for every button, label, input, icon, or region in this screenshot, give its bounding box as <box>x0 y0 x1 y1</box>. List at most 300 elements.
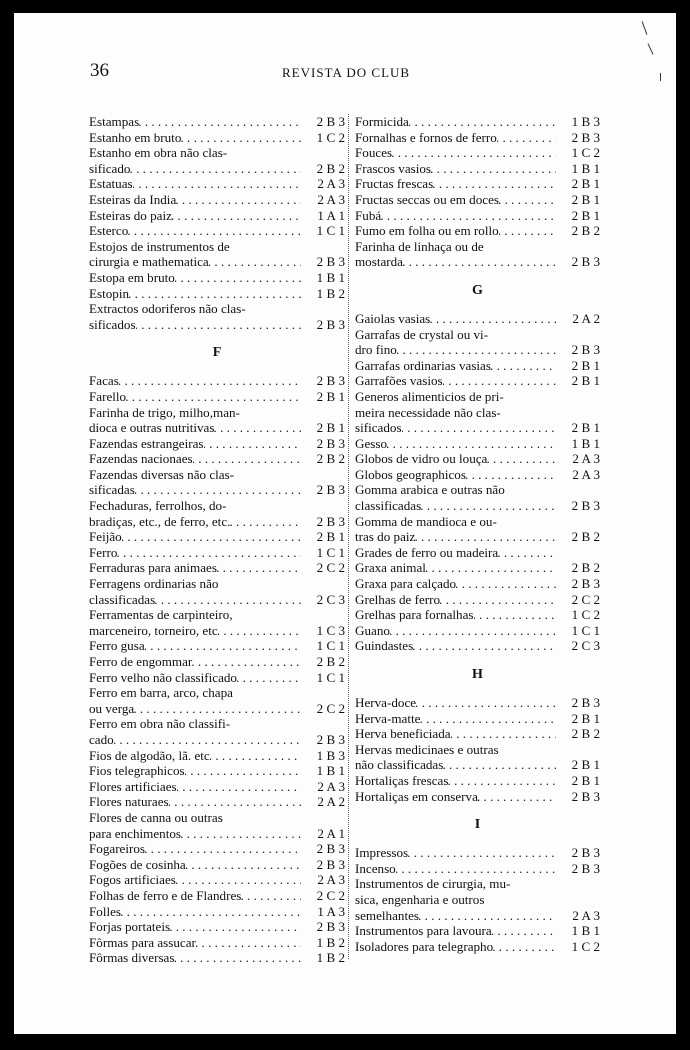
entry-text-line: classificadas <box>89 591 156 607</box>
page <box>14 13 676 1034</box>
tariff-code: 2 A 2 <box>317 794 345 810</box>
entry-description <box>355 607 556 623</box>
entry-text-line: Ferro gusa <box>89 638 145 654</box>
scan-mark <box>660 73 661 81</box>
right-column <box>355 114 600 954</box>
entry-text-line: cado <box>89 731 114 747</box>
dot-leader <box>448 773 556 789</box>
tariff-code: 1 C 2 <box>316 129 345 145</box>
entry-text-line: Estampas <box>89 114 140 129</box>
tariff-code: 2 B 1 <box>316 388 345 404</box>
entry-text-line: Hortaliças frescas <box>355 772 449 788</box>
entry-description <box>89 748 301 764</box>
entry-text-line: Grelhas de ferro <box>355 591 441 607</box>
tariff-code: 2 A 2 <box>572 310 600 326</box>
index-entry-fechaduras-ferrolhos-do <box>89 498 345 529</box>
dot-leader <box>421 498 556 514</box>
entry-text-line: Forjas portateis <box>89 919 171 935</box>
entry-text-line: sica, engenharia e outros <box>355 891 485 907</box>
entry-description <box>355 876 556 923</box>
dot-leader <box>466 467 556 483</box>
entry-description <box>355 789 556 805</box>
tariff-code: 2 C 2 <box>316 560 345 576</box>
entry-text-line: Gaiolas vasias <box>355 310 431 326</box>
entry-description <box>355 861 556 877</box>
index-entry-fornalhas-e-fornos-de-ferro <box>355 130 600 146</box>
dot-leader <box>177 779 301 795</box>
entry-text-line: Ferro de engommar <box>89 654 193 669</box>
index-entry-fuba <box>355 208 600 224</box>
entry-text-line: sificadas <box>89 482 135 498</box>
entry-text-line: Farinha de linhaça ou de <box>355 238 484 254</box>
index-entry-estanho-em-obra-nao-clas <box>89 145 345 176</box>
tariff-code: 2 B 3 <box>571 860 600 876</box>
dot-leader <box>174 950 301 966</box>
entry-description <box>89 373 301 389</box>
index-entry-esteiras-da-india <box>89 192 345 208</box>
dot-leader <box>456 576 556 592</box>
entry-description <box>89 935 301 951</box>
tariff-code: 1 B 1 <box>571 160 600 176</box>
entry-description <box>89 301 301 332</box>
entry-description <box>89 794 301 810</box>
entry-text-line: Fructas seccas ou em doces <box>355 191 499 207</box>
entry-description <box>89 779 301 795</box>
dot-leader <box>134 701 301 717</box>
tariff-code: 1 C 1 <box>316 223 345 239</box>
dot-leader <box>170 919 301 935</box>
entry-text-line: Formicida <box>355 114 409 129</box>
index-entry-formicida <box>355 114 600 130</box>
entry-text-line: Graxa para calçado <box>355 576 457 592</box>
index-entry-flores-de-canna-ou-outras <box>89 810 345 841</box>
dot-leader <box>451 726 556 742</box>
entry-description <box>89 950 301 966</box>
index-entry-estampas <box>89 114 345 130</box>
entry-text-line: Flores naturaes <box>89 794 169 810</box>
dot-leader <box>145 638 301 654</box>
tariff-code: 2 B 3 <box>571 845 600 861</box>
entry-description <box>89 436 301 452</box>
index-entry-hortalicas-em-conserva <box>355 789 600 805</box>
dot-leader <box>133 176 301 192</box>
dot-leader <box>415 529 556 545</box>
tariff-code: 2 A 3 <box>572 907 600 923</box>
entry-text-line: marceneiro, torneiro, etc <box>89 622 218 638</box>
dot-leader <box>126 389 301 405</box>
entry-text-line: Impressos <box>355 845 409 861</box>
entry-text-line: Grades de ferro ou madeira <box>355 544 499 560</box>
index-entry-fazendas-estrangeiras <box>89 436 345 452</box>
index-entry-globos-de-vidro-ou-louca <box>355 451 600 467</box>
entry-description <box>355 358 556 374</box>
dot-leader <box>443 373 556 389</box>
index-entry-ferro-em-barra-arco-chapa <box>89 685 345 716</box>
tariff-code: 2 B 3 <box>316 841 345 857</box>
index-entry-garrafas-ordinarias-vasias <box>355 358 600 374</box>
index-entry-ferragens-ordinarias-nao <box>89 576 345 607</box>
index-entry-forjas-portateis <box>89 919 345 935</box>
entry-text-line: Estatuas <box>89 176 133 192</box>
tariff-code: 2 A 3 <box>317 176 345 192</box>
entry-text-line: Gomma arabica e outras não <box>355 482 505 498</box>
left-column <box>89 114 345 966</box>
entry-text-line: Fios de algodão, lã. etc <box>89 747 210 763</box>
index-entry-estojos-de-instrumentos-de <box>89 239 345 270</box>
tariff-code: 1 B 2 <box>316 285 345 301</box>
tariff-code: 2 B 3 <box>571 342 600 358</box>
entry-description <box>89 919 301 935</box>
entry-description <box>89 904 301 920</box>
index-entry-frascos-vasios <box>355 161 600 177</box>
index-entry-gomma-arabica-e-outras-nao <box>355 482 600 513</box>
tariff-code: 2 B 2 <box>316 451 345 467</box>
dot-leader <box>392 145 556 161</box>
entry-description <box>89 223 301 239</box>
entry-text-line: classificadas <box>355 498 422 514</box>
entry-text-line: Guindastes <box>355 638 414 654</box>
entry-text-line: Garrafas ordinarias vasias <box>355 357 491 373</box>
dot-leader <box>237 670 301 686</box>
tariff-code: 2 C 2 <box>316 887 345 903</box>
dot-leader <box>443 757 556 773</box>
entry-description <box>355 208 556 224</box>
entry-description <box>355 623 556 639</box>
entry-description <box>89 857 301 873</box>
index-entry-estopa-em-bruto <box>89 270 345 286</box>
index-entry-herva-beneficiada <box>355 726 600 742</box>
entry-text-line: Garrafas de crystal ou vi- <box>355 326 489 342</box>
index-entry-grelhas-de-ferro <box>355 592 600 608</box>
entry-text-line: sificado <box>89 160 131 176</box>
index-entry-grelhas-para-fornalhas <box>355 607 600 623</box>
entry-text-line: Fogões de cosinha <box>89 856 186 872</box>
entry-description <box>89 130 301 146</box>
entry-description <box>89 576 301 607</box>
tariff-code: 1 B 1 <box>571 923 600 939</box>
entry-text-line: Herva beneficiada <box>355 726 451 742</box>
tariff-code: 2 B 3 <box>316 919 345 935</box>
index-entry-fumo-em-folha-ou-em-rollo <box>355 223 600 239</box>
entry-text-line: Herva-matte <box>355 710 421 726</box>
tariff-code: 1 B 1 <box>571 435 600 451</box>
entry-text-line: bradiças, etc., de ferro, etc. <box>89 513 231 529</box>
index-entry-folhas-de-ferro-e-de-flandres <box>89 888 345 904</box>
tariff-code: 1 B 2 <box>316 950 345 966</box>
index-entry-fructas-seccas-ou-em-doces <box>355 192 600 208</box>
entry-text-line: Hortaliças em conserva <box>355 788 478 804</box>
dot-leader <box>478 789 556 805</box>
tariff-code: 2 A 3 <box>317 872 345 888</box>
dot-leader <box>416 695 556 711</box>
entry-text-line: mostarda <box>355 254 403 270</box>
index-entry-facas <box>89 373 345 389</box>
index-entry-flores-artificiaes <box>89 779 345 795</box>
tariff-code: 2 B 2 <box>571 529 600 545</box>
dot-leader <box>214 420 301 436</box>
tariff-code: 2 B 2 <box>316 654 345 669</box>
dot-leader <box>139 114 301 130</box>
entry-text-line: Graxa animal <box>355 560 426 576</box>
entry-text-line: meira necessidade não clas- <box>355 404 501 420</box>
entry-description <box>355 592 556 608</box>
dot-leader <box>403 254 556 270</box>
entry-text-line: Folhas de ferro e de Flandres <box>89 887 242 903</box>
dot-leader <box>135 482 301 498</box>
entry-text-line: sificados <box>355 420 402 436</box>
index-entry-guindastes <box>355 638 600 654</box>
index-entry-impressos <box>355 845 600 861</box>
dot-leader <box>121 904 301 920</box>
dot-leader <box>204 436 301 452</box>
entry-text-line: Garrafões vasios <box>355 373 443 389</box>
tariff-code: 2 A 3 <box>572 466 600 482</box>
entry-text-line: Ferraduras para animaes <box>89 560 217 576</box>
tariff-code: 1 B 3 <box>316 747 345 763</box>
tariff-code: 2 B 1 <box>316 529 345 545</box>
entry-text-line: Frascos vasios <box>355 160 432 176</box>
entry-text-line: Fazendas nacionaes <box>89 451 193 467</box>
entry-description <box>89 810 301 841</box>
tariff-code: 2 B 1 <box>571 772 600 788</box>
entry-description <box>355 560 556 576</box>
dot-leader <box>491 358 556 374</box>
tariff-code: 1 C 2 <box>571 145 600 161</box>
index-entry-globos-geographicos <box>355 467 600 483</box>
index-entry-esteiras-do-paiz <box>89 208 345 224</box>
entry-text-line: Folles <box>89 903 122 919</box>
entry-text-line: Flores de canna ou outras <box>89 809 223 825</box>
entry-text-line: sificados <box>89 316 136 332</box>
entry-description <box>89 145 301 176</box>
dot-leader <box>186 857 301 873</box>
entry-description <box>355 436 556 452</box>
dot-leader <box>498 545 556 561</box>
entry-text-line: Guano <box>355 622 390 638</box>
index-entry-garrafas-de-crystal-ou-vi <box>355 327 600 358</box>
dot-leader <box>136 317 301 333</box>
dot-leader <box>175 270 301 286</box>
entry-text-line: ou verga <box>89 700 135 716</box>
index-entry-generos-alimenticios-de-pri <box>355 389 600 436</box>
entry-description <box>89 560 301 576</box>
entry-text-line: Flores artificiaes <box>89 778 177 794</box>
dot-leader <box>196 935 301 951</box>
entry-description <box>89 208 301 224</box>
tariff-code: 2 B 1 <box>571 176 600 192</box>
entry-description <box>355 223 556 239</box>
entry-description <box>355 514 556 545</box>
tariff-code: 2 B 3 <box>571 498 600 514</box>
index-entry-grades-de-ferro-ou-madeira <box>355 545 600 561</box>
entry-text-line: Hervas medicinaes e outras <box>355 741 499 757</box>
section-letter-h: H <box>472 667 483 682</box>
tariff-code: 2 B 2 <box>571 223 600 239</box>
dot-leader <box>181 130 301 146</box>
tariff-code: 2 B 3 <box>316 316 345 332</box>
tariff-code: 2 B 3 <box>316 114 345 129</box>
entry-text-line: Farello <box>89 388 127 404</box>
index-entry-esterco <box>89 223 345 239</box>
dot-leader <box>430 311 556 327</box>
entry-description <box>355 638 556 654</box>
tariff-code: 1 C 3 <box>316 622 345 638</box>
entry-text-line: Generos alimenticios de pri- <box>355 388 504 404</box>
tariff-code: 2 C 3 <box>571 638 600 654</box>
entry-text-line: Fios telegraphicos <box>89 763 185 779</box>
entry-text-line: Ferragens ordinarias não <box>89 576 219 592</box>
entry-description <box>355 145 556 161</box>
entry-text-line: Estopin <box>89 285 130 301</box>
entry-text-line: dioca e outras nutritivas <box>89 420 215 436</box>
index-entry-fazendas-diversas-nao-clas <box>89 467 345 498</box>
index-entry-gesso <box>355 436 600 452</box>
dot-leader <box>185 763 301 779</box>
entry-text-line: Fôrmas diversas <box>89 950 175 966</box>
entry-description <box>89 545 301 561</box>
entry-description <box>355 239 556 270</box>
entry-text-line: Isoladores para telegrapho <box>355 938 494 954</box>
index-entry-gomma-de-mandioca-e-ou <box>355 514 600 545</box>
entry-description <box>355 695 556 711</box>
entry-description <box>89 451 301 467</box>
index-entry-formas-para-assucar <box>89 935 345 951</box>
entry-text-line: Fubá <box>355 207 382 223</box>
tariff-code: 2 B 3 <box>316 731 345 747</box>
entry-text-line: não classificadas <box>355 757 444 773</box>
entry-description <box>355 545 556 561</box>
tariff-code: 2 B 3 <box>316 254 345 270</box>
entry-description <box>355 192 556 208</box>
dot-leader <box>155 592 301 608</box>
dot-leader <box>420 711 556 727</box>
index-entry-estanho-em-bruto <box>89 130 345 146</box>
entry-text-line: Fogareiros <box>89 841 146 857</box>
entry-text-line: Ferramentas de carpinteiro, <box>89 607 233 623</box>
index-entry-farinha-de-trigo-milho-man <box>89 405 345 436</box>
entry-description <box>355 467 556 483</box>
section-letter-g: G <box>472 282 483 298</box>
entry-text-line: Grelhas para fornalhas <box>355 607 474 623</box>
dot-leader <box>129 286 301 302</box>
dot-leader <box>130 161 301 177</box>
dot-leader <box>402 420 556 436</box>
entry-text-line: Fornalhas e fornos de ferro <box>355 129 497 145</box>
entry-description <box>355 726 556 742</box>
dot-leader <box>230 514 301 530</box>
entry-text-line: Esteiras da India <box>89 191 177 207</box>
scan-mark <box>642 21 648 34</box>
tariff-code: 1 B 3 <box>571 114 600 129</box>
index-entry-ferro-gusa <box>89 638 345 654</box>
scan-mark <box>648 43 654 54</box>
tariff-code: 2 A 1 <box>317 825 345 841</box>
entry-text-line: Fazendas estrangeiras <box>89 435 204 451</box>
entry-description <box>355 711 556 727</box>
entry-description <box>89 685 301 716</box>
dot-leader <box>193 451 301 467</box>
index-entry-fogareiros <box>89 841 345 857</box>
entry-text-line: Ferro <box>89 544 118 560</box>
dot-leader <box>181 826 301 842</box>
dot-leader <box>493 939 556 955</box>
entry-text-line: Instrumentos de cirurgia, mu- <box>355 876 511 892</box>
dot-leader <box>387 436 556 452</box>
index-entry-feijao <box>89 529 345 545</box>
tariff-code: 1 C 2 <box>571 938 600 954</box>
tariff-code: 2 A 3 <box>317 191 345 207</box>
dot-leader <box>440 592 556 608</box>
dot-leader <box>426 560 556 576</box>
index-entry-extractos-odoriferos-nao-clas <box>89 301 345 332</box>
section-letter-i: I <box>474 817 481 833</box>
index-entry-fios-de-algodao-la-etc <box>89 748 345 764</box>
index-entry-fructas-frescas <box>355 176 600 192</box>
entry-description <box>89 114 301 130</box>
index-entry-flores-naturaes <box>89 794 345 810</box>
entry-description <box>355 576 556 592</box>
index-entry-instrumentos-para-lavoura <box>355 923 600 939</box>
index-entry-garrafoes-vasios <box>355 373 600 389</box>
entry-description <box>355 451 556 467</box>
entry-description <box>355 161 556 177</box>
dot-leader <box>390 623 556 639</box>
dot-leader <box>419 908 556 924</box>
entry-text-line: Estanho em obra não clas- <box>89 145 228 161</box>
entry-description <box>355 176 556 192</box>
entry-description <box>89 670 301 686</box>
entry-description <box>355 114 556 130</box>
tariff-code: 2 B 3 <box>316 513 345 529</box>
entry-description <box>355 845 556 861</box>
tariff-code: 2 B 1 <box>571 357 600 373</box>
entry-description <box>89 841 301 857</box>
entry-description <box>355 742 556 773</box>
tariff-code: 2 B 2 <box>316 160 345 176</box>
dot-leader <box>499 223 556 239</box>
dot-leader <box>499 192 556 208</box>
dot-leader <box>210 748 301 764</box>
entry-description <box>89 654 301 670</box>
tariff-code: 2 B 3 <box>571 788 600 804</box>
tariff-code: 2 B 1 <box>571 420 600 436</box>
entry-text-line: cirurgia e mathematica <box>89 254 209 270</box>
dot-leader <box>431 161 556 177</box>
entry-description <box>89 192 301 208</box>
dot-leader <box>128 223 301 239</box>
entry-text-line: Fumo em folha ou em rollo <box>355 223 499 239</box>
index-entry-ferro-em-obra-nao-classifi <box>89 716 345 747</box>
entry-description <box>355 923 556 939</box>
tariff-code: 2 C 3 <box>316 591 345 607</box>
index-entry-fazendas-nacionaes <box>89 451 345 467</box>
column-divider <box>348 114 350 959</box>
dot-leader <box>218 623 301 639</box>
index-entry-hortalicas-frescas <box>355 773 600 789</box>
entry-description <box>355 373 556 389</box>
dot-leader <box>487 451 556 467</box>
dot-leader <box>176 192 301 208</box>
entry-text-line: Extractos odoriferos não clas- <box>89 301 246 317</box>
entry-text-line: Fazendas diversas não clas- <box>89 466 235 482</box>
tariff-code: 2 B 1 <box>571 373 600 389</box>
entry-text-line: Feijão <box>89 529 122 545</box>
entry-description <box>89 286 301 302</box>
tariff-code: 2 B 1 <box>316 420 345 436</box>
dot-leader <box>172 208 301 224</box>
entry-description <box>89 716 301 747</box>
entry-text-line: Gomma de mandioca e ou- <box>355 513 497 529</box>
